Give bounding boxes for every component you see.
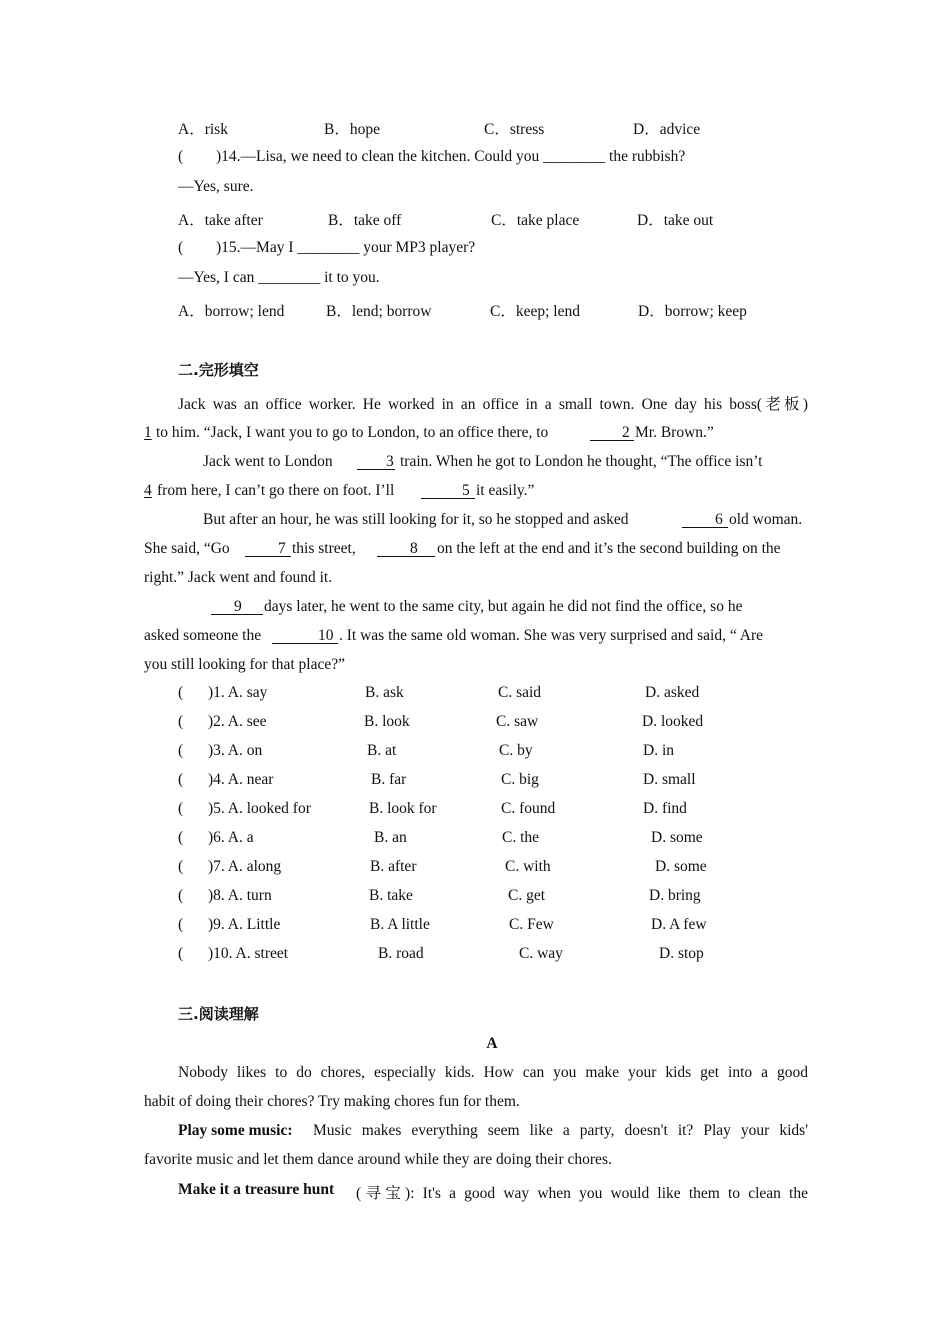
option-a: A．borrow; lend <box>178 303 285 320</box>
section-heading: 三.阅读理解 <box>178 1005 259 1023</box>
option-d: D. looked <box>642 713 704 730</box>
option-b: B．hope <box>324 121 380 138</box>
question-reply: —Yes, I can ________ it to you. <box>178 269 380 286</box>
answer-paren: ( <box>178 829 184 846</box>
option-c: C. way <box>519 945 563 962</box>
option-a: )1. A. say <box>208 684 268 701</box>
option-c: C. by <box>499 742 533 759</box>
answer-paren: ( <box>178 684 184 701</box>
question-reply: —Yes, sure. <box>178 178 254 195</box>
question-stem: )14.—Lisa, we need to clean the kitchen. Could you ________ the rubbish? <box>216 148 686 165</box>
option-c: C. said <box>498 684 542 701</box>
paragraph-line: Music makes everything seem like a party, doesn't it? Play your kids' <box>313 1122 808 1139</box>
paragraph-text: days later, he went to the same city, but again he did not find the office, so he <box>264 598 743 615</box>
paragraph-text: you still looking for that place?” <box>144 656 346 673</box>
paragraph-text: on the left at the end and it’s the second building on the <box>437 540 781 557</box>
option-d: D．borrow; keep <box>638 303 747 320</box>
paragraph-text: But after an hour, he was still looking for it, so he stopped and asked <box>203 511 629 528</box>
option-c: C. the <box>502 829 540 846</box>
paragraph-line: Nobody likes to do chores, especially kids. How can you make your kids get into a good <box>178 1064 808 1081</box>
option-a: )10. A. street <box>208 945 289 962</box>
paragraph-text: Mr. Brown.” <box>635 424 714 441</box>
option-a: )4. A. near <box>208 771 274 788</box>
question-stem: )15.—May I ________ your MP3 player? <box>216 239 476 256</box>
option-d: D．take out <box>637 212 714 229</box>
paragraph-text: Jack went to London <box>203 453 333 470</box>
option-c: C. found <box>501 800 556 817</box>
tip-heading: Play some music: <box>178 1122 293 1139</box>
option-a: A．take after <box>178 212 263 229</box>
option-d: D．advice <box>633 121 701 138</box>
paragraph-text: . It was the same old woman. She was very surprised and said, “ Are <box>339 627 763 644</box>
option-d: D. A few <box>651 916 707 933</box>
answer-paren: ( <box>178 887 184 904</box>
blank-6: 6 <box>715 511 723 528</box>
option-c: C．stress <box>484 121 545 138</box>
blank-10: 10 <box>318 627 334 644</box>
option-b: B. at <box>367 742 397 759</box>
paragraph-text: from here, I can’t go there on foot. I’ll <box>157 482 395 499</box>
passage-label: A <box>486 1035 498 1052</box>
answer-paren: ( <box>178 771 184 788</box>
option-b: B. take <box>369 887 413 904</box>
option-d: D. small <box>643 771 696 788</box>
paragraph-text: right.” Jack went and found it. <box>144 569 333 586</box>
option-b: B. road <box>378 945 424 962</box>
option-b: B. ask <box>365 684 404 701</box>
blank-line <box>377 540 435 557</box>
answer-paren: ( <box>178 916 184 933</box>
tip-heading: Make it a treasure hunt <box>178 1181 335 1198</box>
blank-2: 2 <box>622 424 630 441</box>
option-c: C. saw <box>496 713 539 730</box>
answer-paren: ( <box>178 742 184 759</box>
option-c: C．take place <box>491 212 580 229</box>
paragraph-text: asked someone the <box>144 627 262 644</box>
option-d: D. stop <box>659 945 704 962</box>
option-b: B. far <box>371 771 407 788</box>
option-a: A．risk <box>178 121 228 138</box>
option-c: C．keep; lend <box>490 303 580 320</box>
option-b: B．lend; borrow <box>326 303 432 320</box>
blank-1: 1 <box>144 424 152 441</box>
option-b: B．take off <box>328 212 402 229</box>
option-b: B. after <box>370 858 417 875</box>
option-c: C. Few <box>509 916 554 933</box>
answer-paren: ( <box>178 239 184 256</box>
paragraph-line: favorite music and let them dance around while they are doing their chores. <box>144 1151 612 1168</box>
option-b: B. look for <box>369 800 437 817</box>
option-a: )7. A. along <box>208 858 282 875</box>
option-b: B. an <box>374 829 407 846</box>
paragraph-line: (寻宝): It's a good way when you would like them to clean the <box>356 1185 808 1202</box>
option-b: B. look <box>364 713 410 730</box>
blank-9: 9 <box>234 598 242 615</box>
blank-8: 8 <box>410 540 418 557</box>
paragraph-text: train. When he got to London he thought, “The office isn’t <box>400 453 763 470</box>
option-d: D. some <box>651 829 703 846</box>
option-a: )6. A. a <box>208 829 254 846</box>
option-c: C. get <box>508 887 546 904</box>
option-c: C. big <box>501 771 539 788</box>
answer-paren: ( <box>178 800 184 817</box>
answer-paren: ( <box>178 148 184 165</box>
option-d: D. some <box>655 858 707 875</box>
option-d: D. bring <box>649 887 701 904</box>
answer-paren: ( <box>178 858 184 875</box>
option-c: C. with <box>505 858 551 875</box>
blank-4: 4 <box>144 482 152 499</box>
blank-7: 7 <box>278 540 286 557</box>
paragraph-line: habit of doing their chores? Try making chores fun for them. <box>144 1093 520 1110</box>
section-heading: 二.完形填空 <box>178 361 259 379</box>
paragraph-text: to him. “Jack, I want you to go to London, to an office there, to <box>156 424 549 441</box>
option-a: )8. A. turn <box>208 887 272 904</box>
option-a: )5. A. looked for <box>208 800 311 817</box>
option-d: D. asked <box>645 684 700 701</box>
paragraph-text: old woman. <box>729 511 803 528</box>
blank-5: 5 <box>462 482 470 499</box>
paragraph-text: She said, “Go <box>144 540 230 557</box>
option-a: )2. A. see <box>208 713 267 730</box>
answer-paren: ( <box>178 713 184 730</box>
paragraph-text: it easily.” <box>476 482 535 499</box>
blank-3: 3 <box>386 453 394 470</box>
option-a: )3. A. on <box>208 742 263 759</box>
option-d: D. in <box>643 742 674 759</box>
paragraph-line: Jack was an office worker. He worked in an office in a small town. One day his boss(老板) <box>178 396 808 413</box>
paragraph-text: this street, <box>292 540 356 557</box>
option-a: )9. A. Little <box>208 916 281 933</box>
option-b: B. A little <box>370 916 430 933</box>
option-d: D. find <box>643 800 687 817</box>
answer-paren: ( <box>178 945 184 962</box>
